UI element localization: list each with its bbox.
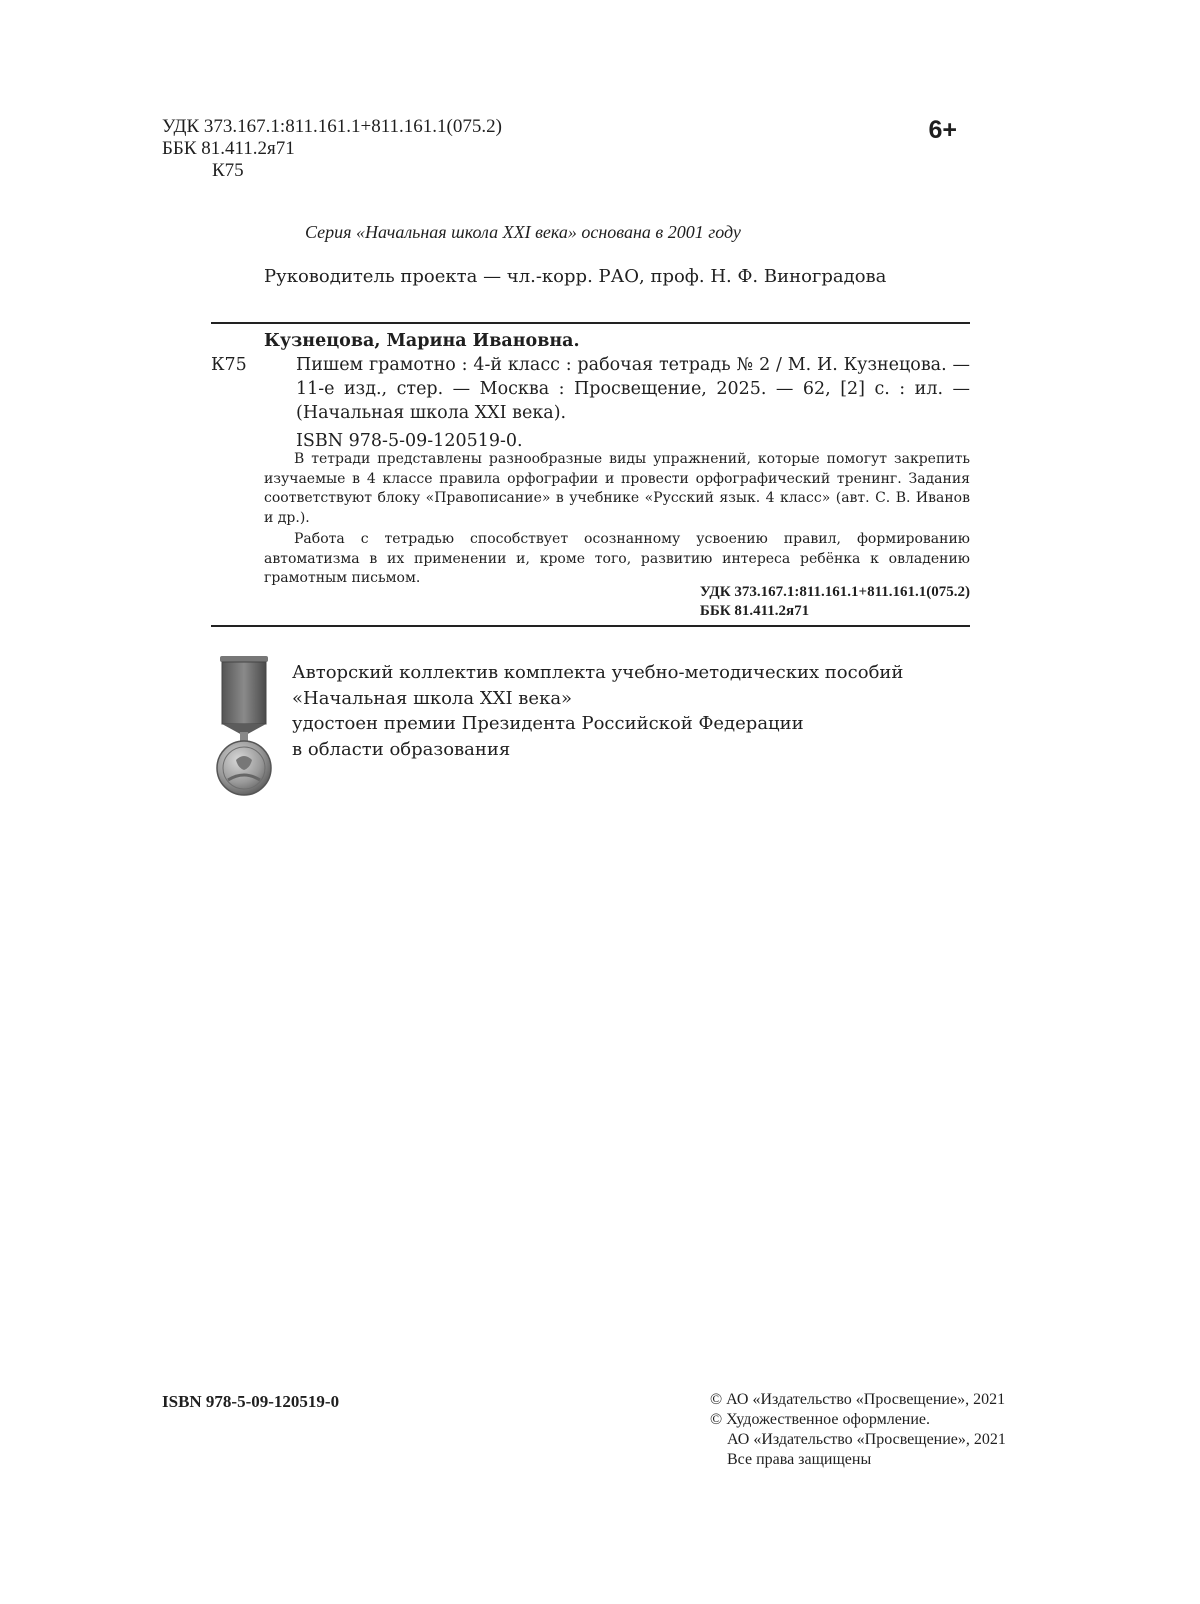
medal-icon [214, 656, 274, 796]
award-line-1: Авторский коллектив комплекта учебно-методических пособий [292, 662, 904, 683]
award-text [292, 660, 903, 762]
footer-isbn: ISBN 978-5-09-120519-0 [162, 1392, 340, 1411]
catalog-bbk: ББК 81.411.2я71 [699, 603, 810, 619]
bbk-code: ББК 81.411.2я71 [162, 138, 295, 159]
catalog-isbn: ISBN 978-5-09-120519-0. [296, 431, 523, 451]
annotation [264, 450, 970, 589]
udk-header-block [162, 116, 502, 182]
copyright-design-owner: АО «Издательство «Просвещение», 2021 [727, 1431, 1006, 1448]
copyright-block [710, 1390, 1006, 1470]
udk-code: УДК 373.167.1:811.161.1+811.161.1(075.2) [162, 116, 502, 137]
catalog-codes [700, 583, 970, 621]
annotation-paragraph-2: Работа с тетрадью способствует осознанному усвоению правил, формированию автоматизма в их применении и, кроме того, развитию интереса ребёнка к овладению грамотным письмом. [264, 531, 970, 586]
copyright-publisher: © АО «Издательство «Просвещение», 2021 [710, 1391, 1006, 1408]
award-line-4: в области образования [292, 738, 511, 760]
annotation-paragraph-1: В тетради представлены разнообразные виды упражнений, которые помогут закрепить изучаемые в 4 классе правила орфографии и провести орфографический тренинг. Задания соответствуют блоку «Правописание» в учебнике «Русский язык. 4 класс» (авт. С. В. Иванов и др.). [264, 451, 970, 526]
catalog-mark: К75 [211, 355, 247, 375]
rights-reserved: Все права защищены [727, 1451, 872, 1468]
award-line-2: «Начальная школа XXI века» [292, 687, 573, 709]
catalog-description-row [211, 353, 970, 425]
author-mark: К75 [212, 160, 244, 181]
project-leader: Руководитель проекта — чл.-корр. РАО, проф. Н. Ф. Виноградова [264, 266, 887, 287]
catalog-author: Кузнецова, Марина Ивановна. [264, 331, 580, 351]
copyright-design: © Художественное оформление. [710, 1411, 931, 1428]
series-note: Серия «Начальная школа XXI века» основана в 2001 году [305, 222, 741, 242]
age-rating: 6+ [928, 116, 957, 144]
catalog-udk: УДК 373.167.1:811.161.1+811.161.1(075.2) [699, 584, 970, 600]
bottom-divider [211, 625, 970, 627]
catalog-card [211, 329, 970, 453]
award-line-3: удостоен премии Президента Российской Федерации [292, 713, 804, 734]
catalog-description: Пишем грамотно : 4-й класс : рабочая тетрадь № 2 / М. И. Кузнецова. — 11-е изд., стер. — Москва : Просвещение, 2025. — 62, [2] с. : ил. — (Начальная школа XXI века). [296, 355, 970, 423]
top-divider [211, 322, 970, 324]
